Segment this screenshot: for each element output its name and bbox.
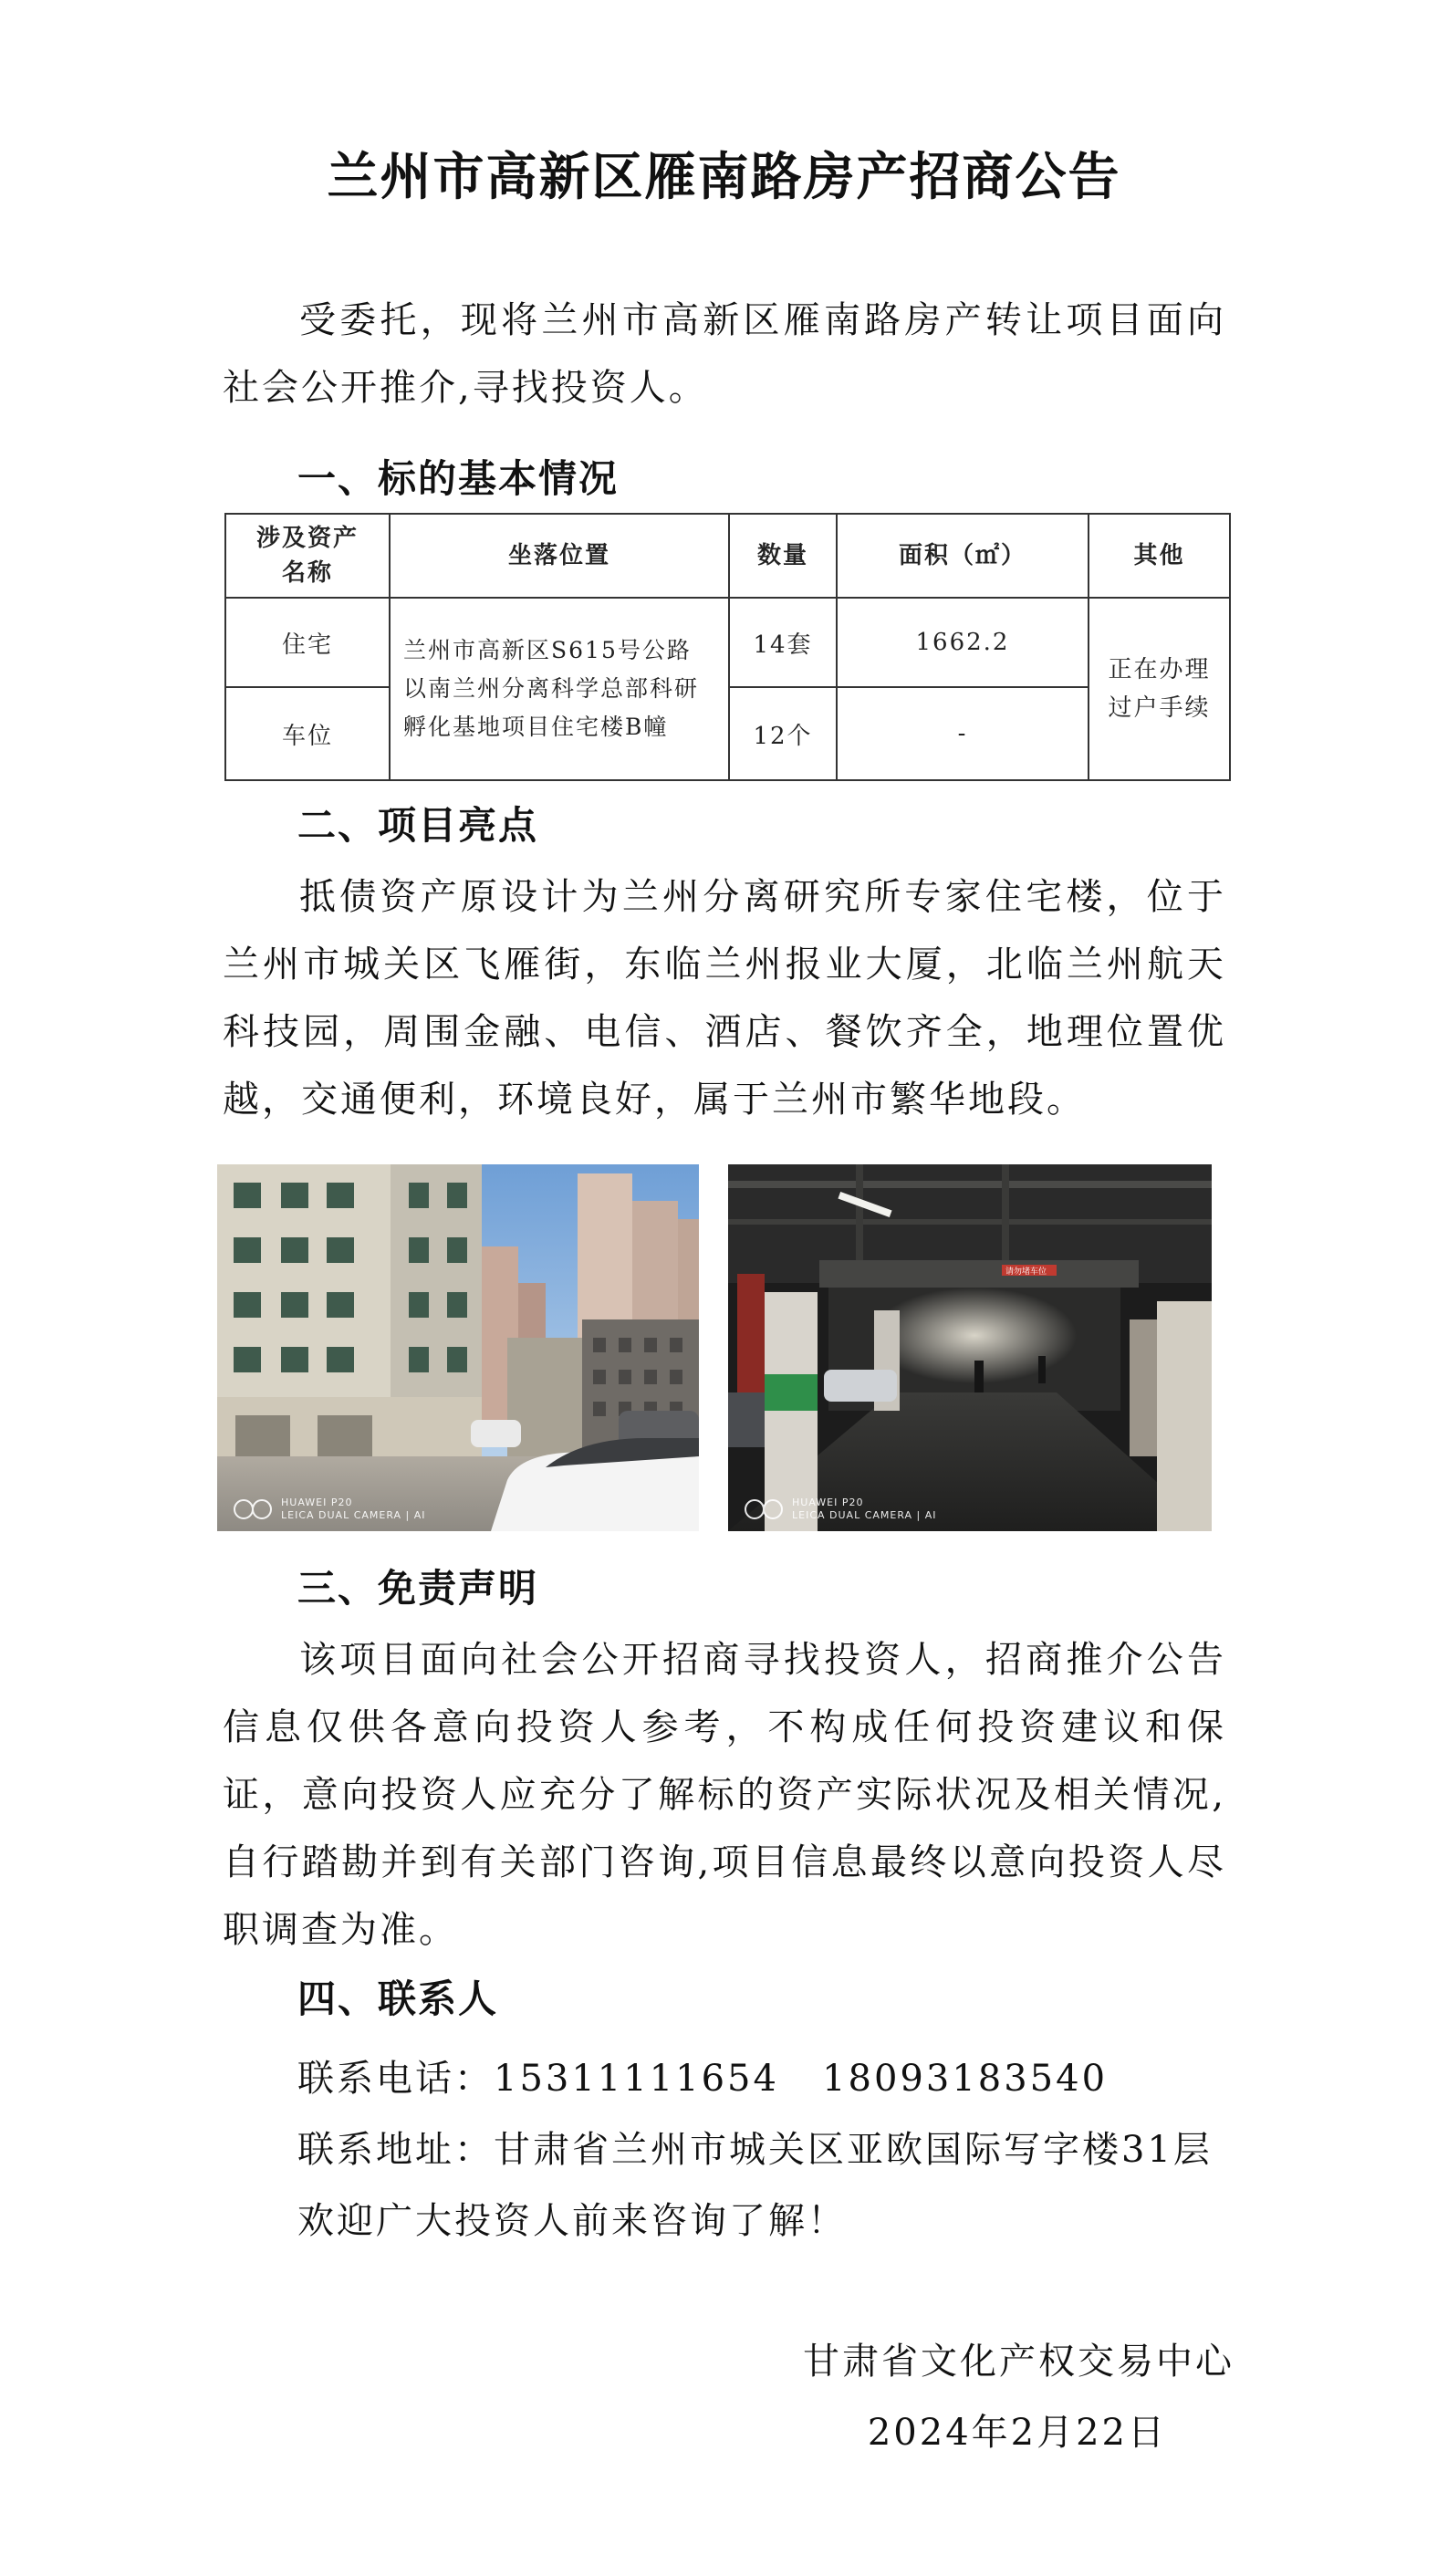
camera-logo-icon [234, 1499, 274, 1519]
section-heading-highlights: 二、项目亮点 [297, 803, 539, 848]
welcome-text: 欢迎广大投资人前来咨询了解！ [297, 2200, 847, 2242]
table-cell-area: 1662.2 [837, 598, 1089, 687]
table-header-location: 坐落位置 [390, 514, 729, 598]
disclaimer-paragraph: 该项目面向社会公开招商寻找投资人，招商推介公告信息仅供各意向投资人参考，不构成任何投资建议和保证，意向投资人应充分了解标的资产实际状况及相关情况,自行踏勘并到有关部门咨询,项目信息最终以意向投资人尽职调查为准。 [223, 1639, 1226, 1951]
section-heading-basic-info: 一、标的基本情况 [297, 456, 620, 501]
page-title: 兰州市高新区雁南路房产招商公告 [327, 148, 1121, 207]
contact-phone: 联系电话：15311111654 18093183540 [297, 2058, 1109, 2100]
camera-watermark [234, 1497, 426, 1522]
table-cell-location: 兰州市高新区S615号公路以南兰州分离科学总部科研孵化基地项目住宅楼B幢 [390, 598, 729, 780]
table-header-asset-name: 涉及资产名称 [225, 514, 390, 598]
contact-address: 联系地址：甘肃省兰州市城关区亚欧国际写字楼31层 [297, 2129, 1213, 2171]
watermark-line-2: LEICA DUAL CAMERA | AI [281, 1509, 426, 1521]
table-row [225, 598, 1230, 687]
table-cell-asset-name: 车位 [225, 687, 390, 780]
table-cell-quantity: 12个 [729, 687, 837, 780]
table-header-quantity: 数量 [729, 514, 837, 598]
table-header-other: 其他 [1089, 514, 1230, 598]
table-cell-quantity: 14套 [729, 598, 837, 687]
watermark-line-1: HUAWEI P20 [281, 1497, 353, 1508]
highlights-paragraph: 抵债资产原设计为兰州分离研究所专家住宅楼，位于兰州市城关区飞雁街，东临兰州报业大厦，北临兰州航天科技园，周围金融、电信、酒店、餐饮齐全，地理位置优越，交通便利，环境良好，属于兰州市繁华地段。 [223, 876, 1226, 1121]
issuing-organization: 甘肃省文化产权交易中心 [803, 2341, 1234, 2383]
table-cell-asset-name: 住宅 [225, 598, 390, 687]
parking-garage-photo [728, 1164, 1212, 1531]
asset-table [224, 513, 1231, 781]
table-cell-other: 正在办理过户手续 [1089, 598, 1230, 780]
building-exterior-photo [217, 1164, 699, 1531]
camera-watermark [745, 1497, 937, 1522]
table-header-area: 面积（㎡） [837, 514, 1089, 598]
table-cell-area: - [837, 687, 1089, 780]
section-heading-contact: 四、联系人 [297, 1976, 499, 2021]
issue-date: 2024年2月22日 [867, 2412, 1167, 2454]
table-header-row [225, 514, 1230, 598]
intro-paragraph: 受委托，现将兰州市高新区雁南路房产转让项目面向社会公开推介,寻找投资人。 [223, 299, 1226, 409]
watermark-line-1: HUAWEI P20 [792, 1497, 864, 1508]
section-heading-disclaimer: 三、免责声明 [297, 1566, 539, 1611]
watermark-line-2: LEICA DUAL CAMERA | AI [792, 1509, 937, 1521]
camera-logo-icon [745, 1499, 785, 1519]
garage-sign-text: 请勿堵车位 [1005, 1267, 1047, 1277]
